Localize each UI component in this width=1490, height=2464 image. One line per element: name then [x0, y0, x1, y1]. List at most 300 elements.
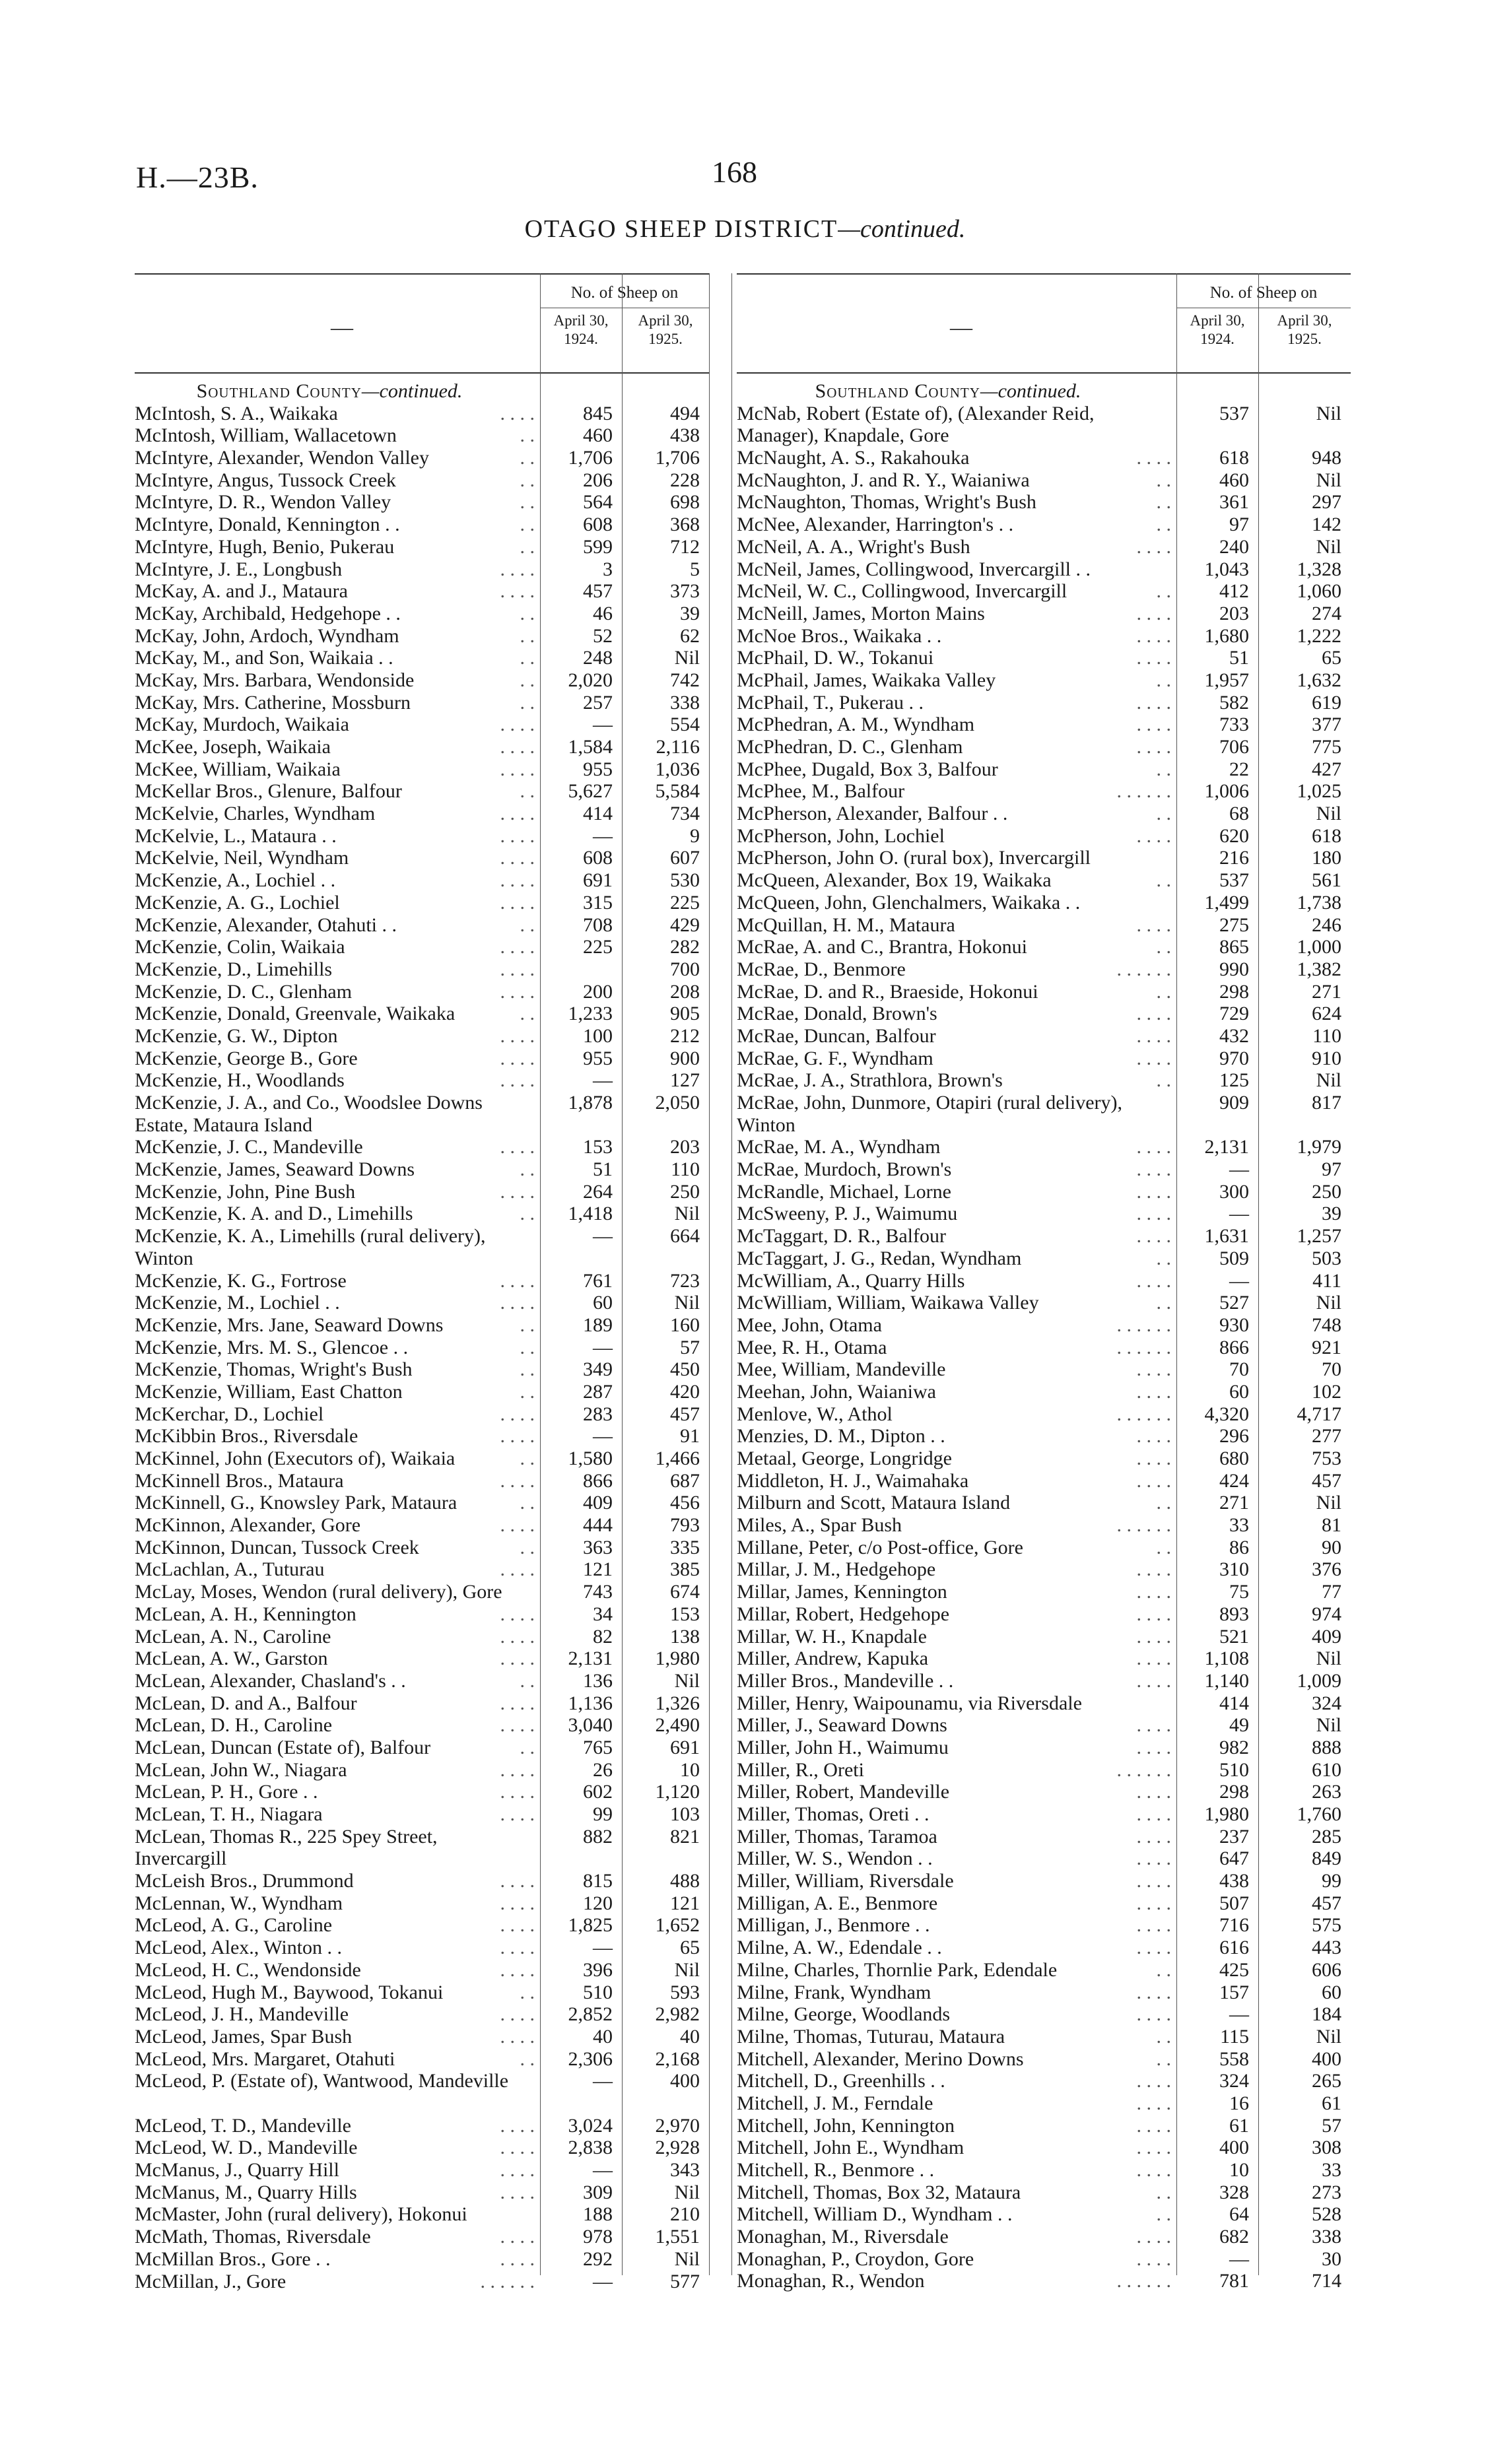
table-row: [135, 1225, 709, 1269]
table-row: [135, 1203, 709, 1225]
owner-name: McTaggart, D. R., Balfour: [737, 1225, 946, 1248]
sheep-1924: 310: [1219, 1558, 1249, 1581]
leader-dots: . .: [520, 514, 535, 536]
owner-name: McKenzie, D., Limehills: [135, 958, 333, 980]
sheep-1924: 706: [1219, 736, 1249, 758]
table-row: [135, 1626, 709, 1648]
sheep-1925: 110: [1312, 1024, 1341, 1047]
owner-name: McKay, Archibald, Hedgehope . .: [135, 602, 401, 624]
leader-dots: . . . .: [1136, 2070, 1171, 2092]
leader-dots: . . . .: [500, 1870, 535, 1892]
table-row: [737, 1448, 1351, 1470]
table-row: [135, 2271, 709, 2293]
leader-dots: . . . .: [500, 2248, 535, 2270]
sheep-1925: 821: [670, 1825, 700, 1848]
leader-dots: . . . .: [1136, 624, 1171, 647]
leader-dots: . . . . . .: [1116, 1514, 1171, 1537]
owner-name: McLean, A. N., Caroline: [135, 1625, 331, 1648]
sheep-1924: 136: [583, 1669, 613, 1692]
sheep-1924: 510: [583, 1981, 613, 2003]
sheep-1925: 385: [670, 1558, 700, 1581]
table-row: [135, 1981, 709, 2004]
sheep-1925: 610: [1312, 1758, 1341, 1781]
section-suffix: —continued.: [980, 380, 1081, 402]
sheep-1924: 409: [583, 1492, 613, 1514]
table-row: [135, 981, 709, 1003]
owner-name: McLeod, T. D., Mandeville: [135, 2114, 351, 2137]
owner-name: Milne, George, Woodlands: [737, 2003, 951, 2026]
sheep-1925: 228: [670, 469, 700, 491]
leader-dots: . .: [1156, 803, 1171, 825]
leader-dots: . . . .: [1136, 1892, 1171, 1914]
owner-name: McLeod, J. H., Mandeville: [135, 2003, 349, 2026]
owner-name: McMillan Bros., Gore . .: [135, 2248, 331, 2270]
table-row: [737, 1737, 1351, 1759]
sheep-1924: 521: [1219, 1625, 1249, 1648]
owner-name: McKenzie, Donald, Greenvale, Waikaka: [135, 1003, 456, 1025]
owner-name: McKinnon, Alexander, Gore: [135, 1514, 361, 1537]
sheep-1924: 955: [583, 1047, 613, 1069]
owner-name: Miller, Henry, Waipounamu, via Riversdale: [737, 1692, 1082, 1714]
sheep-1924: 680: [1219, 1448, 1249, 1470]
sheep-1925: 1,326: [655, 1692, 700, 1714]
table-row: [737, 1292, 1351, 1314]
leader-dots: . . . .: [500, 803, 535, 825]
sheep-1924: 729: [1219, 1003, 1249, 1025]
sheep-1925: 528: [1312, 2203, 1341, 2226]
table-row: [737, 869, 1351, 892]
column-rule: [709, 273, 710, 2275]
table-row: [737, 1270, 1351, 1292]
sheep-1924: 396: [583, 1958, 613, 1981]
table-row: [737, 580, 1351, 603]
leader-dots: . . . .: [500, 1180, 535, 1203]
leader-dots: . .: [520, 1158, 535, 1181]
owner-name: McQueen, John, Glenchalmers, Waikaka . .: [737, 891, 1081, 914]
sheep-1924: 982: [1219, 1736, 1249, 1758]
sheep-1924: 845: [583, 402, 613, 424]
sheep-1924: 414: [583, 803, 613, 825]
leader-dots: . . . .: [500, 1514, 535, 1537]
table-row: [737, 1514, 1351, 1537]
table-row: [737, 1225, 1351, 1248]
owner-name: McIntyre, J. E., Longbush: [135, 558, 343, 580]
sheep-1924: 97: [1229, 514, 1249, 536]
owner-name: McRae, D., Benmore: [737, 958, 906, 980]
table-row: [135, 1803, 709, 1826]
table-row: [737, 1959, 1351, 1981]
sheep-1924: 955: [583, 758, 613, 780]
table-row: [737, 803, 1351, 825]
leader-dots: . .: [520, 691, 535, 714]
leader-dots: . . . .: [1136, 691, 1171, 714]
leader-dots: . . . .: [1136, 914, 1171, 936]
sheep-1924: 1,006: [1204, 780, 1249, 803]
owner-name: McKinnon, Duncan, Tussock Creek: [135, 1536, 419, 1558]
sheep-1924: 1,108: [1204, 1648, 1249, 1670]
sheep-1925: Nil: [1316, 1714, 1341, 1737]
sheep-1925: 910: [1312, 1047, 1341, 1069]
table-row: [135, 2070, 709, 2114]
sheep-1924: 363: [583, 1536, 613, 1558]
table-row: [737, 1136, 1351, 1158]
sheep-1924: 1,980: [1204, 1803, 1249, 1826]
leader-dots: . .: [520, 624, 535, 647]
sheep-1925: 5: [690, 558, 700, 580]
sheep-1924: 2,306: [568, 2048, 613, 2070]
sheep-1925: 210: [670, 2203, 700, 2226]
sheep-1924: 1,706: [568, 447, 613, 469]
table-row: [737, 1492, 1351, 1514]
sheep-1924: 708: [583, 914, 613, 936]
sheep-1924: 68: [1229, 803, 1249, 825]
sheep-1924: 240: [1219, 535, 1249, 558]
leader-dots: . . . .: [1136, 736, 1171, 758]
table-row: [737, 558, 1351, 581]
leader-dots: . . . .: [500, 1914, 535, 1937]
table-row: [135, 1826, 709, 1870]
leader-dots: . . . .: [1136, 1781, 1171, 1803]
sheep-1925: 593: [670, 1981, 700, 2003]
leader-dots: . . . . . .: [1116, 1314, 1171, 1336]
sheep-1925: 376: [1312, 1558, 1341, 1581]
leader-dots: . .: [520, 424, 535, 447]
sheep-1924: 61: [1229, 2114, 1249, 2137]
sheep-1924: 682: [1219, 2226, 1249, 2248]
sheep-1925: Nil: [1316, 803, 1341, 825]
leader-dots: . .: [1156, 980, 1171, 1003]
leader-dots: . .: [520, 1380, 535, 1403]
sheep-1924: 866: [583, 1469, 613, 1492]
sheep-1924: 16: [1229, 2092, 1249, 2114]
owner-name: Millar, J. M., Hedgehope: [737, 1558, 936, 1581]
table-row: [737, 758, 1351, 781]
sheep-1925: Nil: [1316, 402, 1341, 424]
leader-dots: . .: [1156, 1069, 1171, 1092]
table-row: [135, 1514, 709, 1537]
owner-name: McRae, G. F., Wyndham: [737, 1047, 933, 1069]
owner-name: McKenzie, J. A., and Co., Woodslee Downs Estate, Mataura Island: [135, 1092, 483, 1136]
sheep-1924: 275: [1219, 914, 1249, 936]
owner-name: Menzies, D. M., Dipton . .: [737, 1425, 945, 1448]
year-1924-header: April 30, 1924.: [553, 312, 609, 347]
leader-dots: . .: [1156, 2048, 1171, 2070]
leader-dots: . .: [520, 2048, 535, 2070]
table-row: [737, 2115, 1351, 2137]
owner-name: McNaughton, J. and R. Y., Waianiwa: [737, 469, 1030, 491]
sheep-1924: —: [593, 1225, 613, 1248]
sheep-1924: 292: [583, 2248, 613, 2270]
owner-name: McPhail, James, Waikaka Valley: [737, 669, 996, 691]
sheep-1924: 64: [1229, 2203, 1249, 2226]
owner-name: McMaster, John (rural delivery), Hokonui: [135, 2203, 467, 2226]
sheep-1924: 509: [1219, 1247, 1249, 1269]
table-row: [135, 1670, 709, 1692]
sheep-1925: 246: [1312, 914, 1341, 936]
sheep-1925: 1,328: [1297, 558, 1341, 580]
sheep-1925: 160: [670, 1314, 700, 1336]
sheep-count-group-header: No. of Sheep on: [1176, 279, 1351, 308]
leader-dots: . . . .: [500, 558, 535, 580]
sheep-1924: 930: [1219, 1314, 1249, 1336]
owner-name: McLean, John W., Niagara: [135, 1758, 347, 1781]
sheep-1924: 1,418: [568, 1203, 613, 1225]
owner-name: McNaught, A. S., Rakahouka: [737, 447, 970, 469]
leader-dots: . . . .: [500, 1047, 535, 1069]
owner-name: McKenzie, John, Pine Bush: [135, 1180, 356, 1203]
sheep-1925: Nil: [1316, 469, 1341, 491]
owner-name: McNee, Alexander, Harrington's . .: [737, 514, 1014, 536]
leader-dots: . . . .: [500, 824, 535, 847]
leader-dots: . . . .: [500, 1692, 535, 1714]
sheep-1925: 308: [1312, 2137, 1341, 2159]
sheep-1924: 271: [1219, 1492, 1249, 1514]
table-row: [737, 669, 1351, 692]
table-row: [135, 2137, 709, 2159]
sheep-1925: 97: [1322, 1158, 1341, 1181]
sheep-1924: 46: [593, 602, 613, 624]
leader-dots: . . . .: [1136, 447, 1171, 469]
table-row: [737, 780, 1351, 803]
year-1925-header: April 30, 1925.: [638, 312, 693, 347]
sheep-1924: 507: [1219, 1892, 1249, 1914]
sheep-1925: Nil: [1316, 1648, 1341, 1670]
table-row: [737, 981, 1351, 1003]
leader-dots: . .: [520, 1336, 535, 1358]
sheep-1924: 248: [583, 647, 613, 669]
owner-name: McLeod, Alex., Winton . .: [135, 1937, 343, 1959]
sheep-1924: 99: [593, 1803, 613, 1826]
table-row: [135, 869, 709, 892]
sheep-1925: Nil: [1316, 1292, 1341, 1314]
owner-name: McKenzie, D. C., Glenham: [135, 980, 353, 1003]
sheep-1925: 554: [670, 714, 700, 736]
owner-name: McIntosh, S. A., Waikaka: [135, 402, 338, 424]
sheep-1924: 564: [583, 491, 613, 514]
table-row: [135, 669, 709, 692]
sheep-1924: 361: [1219, 491, 1249, 514]
sheep-1925: 1,632: [1297, 669, 1341, 691]
leader-dots: . . . .: [1136, 1825, 1171, 1848]
section-name: Southland County: [815, 380, 980, 402]
owner-name: McMath, Thomas, Riversdale: [135, 2226, 371, 2248]
leader-dots: . .: [520, 1981, 535, 2003]
sheep-1925: 2,490: [655, 1714, 700, 1737]
sheep-1925: 438: [670, 424, 700, 447]
leader-dots: . .: [1156, 1958, 1171, 1981]
sheep-1924: 978: [583, 2226, 613, 2248]
table-row: [737, 536, 1351, 558]
sheep-1925: 324: [1312, 1692, 1341, 1714]
sheep-1924: 51: [593, 1158, 613, 1181]
owner-name: Miller, John H., Waimumu: [737, 1736, 949, 1758]
sheep-1924: —: [593, 1937, 613, 1959]
leader-dots: . .: [1156, 2181, 1171, 2203]
table-row: [135, 1492, 709, 1514]
table-row: [737, 1425, 1351, 1448]
sheep-1925: 282: [670, 936, 700, 958]
leader-dots: . . . .: [1136, 535, 1171, 558]
owner-name: McKenzie, H., Woodlands: [135, 1069, 345, 1092]
leader-dots: . . . .: [1136, 2137, 1171, 2159]
sheep-1924: 60: [1229, 1380, 1249, 1403]
table-row: [135, 1358, 709, 1381]
table-row: [135, 491, 709, 514]
table-row: [135, 1270, 709, 1292]
table-row: [737, 1826, 1351, 1848]
leader-dots: . . . .: [1136, 1003, 1171, 1025]
sheep-1924: 537: [1219, 869, 1249, 892]
owner-name: Milburn and Scott, Mataura Island: [737, 1492, 1011, 1514]
table-row: [737, 1314, 1351, 1337]
leader-dots: . .: [520, 647, 535, 669]
sheep-1924: 3,040: [568, 1714, 613, 1737]
owner-name: McIntyre, Angus, Tussock Creek: [135, 469, 396, 491]
sheep-1924: 1,631: [1204, 1225, 1249, 1248]
sheep-1925: 607: [670, 847, 700, 869]
table-row: [737, 892, 1351, 914]
owner-name: Mitchell, Alexander, Merino Downs: [737, 2048, 1024, 2070]
table-row: [135, 803, 709, 825]
table-row: [135, 1048, 709, 1070]
owner-name: McRae, Donald, Brown's: [737, 1003, 937, 1025]
leader-dots: . . . .: [1136, 2226, 1171, 2248]
table-row: [737, 2048, 1351, 2071]
sheep-1925: 273: [1312, 2181, 1341, 2203]
table-row: [737, 625, 1351, 648]
sheep-1925: 1,222: [1297, 624, 1341, 647]
sheep-1925: 888: [1312, 1736, 1341, 1758]
leader-dots: . . . .: [1136, 2159, 1171, 2181]
table-row: [737, 914, 1351, 937]
sheep-1925: 62: [680, 624, 700, 647]
leader-dots: . . . .: [1136, 1203, 1171, 1225]
leader-dots: . . . .: [500, 1469, 535, 1492]
sheep-1924: 100: [583, 1024, 613, 1047]
owner-name: Miller, Thomas, Oreti . .: [737, 1803, 930, 1826]
owner-name: McRae, J. A., Strathlora, Brown's: [737, 1069, 1003, 1092]
sheep-1925: 4,717: [1297, 1403, 1341, 1425]
sheep-1925: 225: [670, 891, 700, 914]
sheep-1925: Nil: [1316, 1492, 1341, 1514]
sheep-1924: 608: [583, 847, 613, 869]
owner-name: McLean, P. H., Gore . .: [135, 1781, 318, 1803]
sheep-1925: 1,120: [655, 1781, 700, 1803]
sheep-1924: 970: [1219, 1047, 1249, 1069]
table-row: [135, 2181, 709, 2204]
leader-dots: . . . .: [1136, 1648, 1171, 1670]
table-row: [737, 1069, 1351, 1092]
sheep-1925: 400: [1312, 2048, 1341, 2070]
leader-dots: . . . .: [1136, 1180, 1171, 1203]
sheep-1925: 723: [670, 1269, 700, 1292]
sheep-1924: 558: [1219, 2048, 1249, 2070]
sheep-1925: 30: [1322, 2248, 1341, 2270]
owner-name: McLeod, James, Spar Bush: [135, 2025, 353, 2048]
sheep-1924: 1,680: [1204, 624, 1249, 647]
sheep-1925: 900: [670, 1047, 700, 1069]
sheep-1925: 748: [1312, 1314, 1341, 1336]
owner-name: McKee, William, Waikaia: [135, 758, 341, 780]
sheep-1925: 263: [1312, 1781, 1341, 1803]
leader-dots: . . . . . .: [1116, 958, 1171, 980]
owner-name: McPhedran, D. C., Glenham: [737, 736, 963, 758]
table-row: [135, 447, 709, 469]
sheep-1925: 338: [670, 691, 700, 714]
owner-name: McLennan, W., Wyndham: [135, 1892, 343, 1914]
sheep-1924: 315: [583, 891, 613, 914]
owner-name: McRae, A. and C., Brantra, Hokonui: [737, 936, 1027, 958]
owner-name: McQueen, Alexander, Box 19, Waikaka: [737, 869, 1052, 892]
table-row: [737, 714, 1351, 736]
table-row: [737, 1048, 1351, 1070]
leader-dots: . .: [1156, 1247, 1171, 1269]
sheep-1925: 2,982: [655, 2003, 700, 2026]
table-row: [135, 1025, 709, 1048]
sheep-1925: Nil: [674, 2181, 700, 2203]
owner-name: McKelvie, Neil, Wyndham: [135, 847, 349, 869]
section-heading: [737, 380, 1159, 403]
table-row: [135, 892, 709, 914]
sheep-1924: 86: [1229, 1536, 1249, 1558]
leader-dots: . . . .: [500, 891, 535, 914]
sheep-1925: 1,738: [1297, 891, 1341, 914]
year-1925-header: April 30, 1925.: [1277, 312, 1332, 347]
leader-dots: . . . . . .: [480, 2270, 535, 2292]
table-row: [737, 1558, 1351, 1581]
leader-dots: . . . .: [500, 1558, 535, 1581]
leader-dots: . . . .: [500, 1403, 535, 1425]
sheep-1925: 377: [1312, 714, 1341, 736]
owner-name: McPhail, T., Pukerau . .: [737, 691, 924, 714]
sheep-1925: 65: [1322, 647, 1341, 669]
sheep-1925: 618: [1312, 824, 1341, 847]
owner-name: McKay, Mrs. Catherine, Mossburn: [135, 691, 411, 714]
owner-name: McKenzie, Alexander, Otahuti . .: [135, 914, 397, 936]
owner-name: McTaggart, J. G., Redan, Wyndham: [737, 1247, 1022, 1269]
leader-dots: . . . .: [1136, 1603, 1171, 1625]
table-row: [737, 1470, 1351, 1492]
table-row: [135, 2226, 709, 2248]
leader-dots: . .: [520, 1736, 535, 1758]
owner-name: McLean, D. and A., Balfour: [135, 1692, 357, 1714]
table-row: [737, 2248, 1351, 2271]
sheep-1924: 26: [593, 1758, 613, 1781]
sheep-1924: —: [593, 1336, 613, 1358]
owner-name: McKerchar, D., Lochiel: [135, 1403, 324, 1425]
sheep-1925: Nil: [674, 1292, 700, 1314]
sheep-1924: 616: [1219, 1937, 1249, 1959]
leader-dots: . . . .: [1136, 1848, 1171, 1870]
sheep-1925: 488: [670, 1870, 700, 1892]
table-row: [737, 1203, 1351, 1225]
sheep-1924: —: [1229, 1203, 1249, 1225]
sheep-1925: Nil: [674, 2248, 700, 2270]
table-row: [737, 825, 1351, 848]
owner-name: Milne, Charles, Thornlie Park, Edendale: [737, 1958, 1058, 1981]
leader-dots: . . . .: [500, 402, 535, 424]
owner-name: Mee, John, Otama: [737, 1314, 882, 1336]
sheep-1925: 39: [680, 602, 700, 624]
owner-name: McKenzie, M., Lochiel . .: [135, 1292, 340, 1314]
leader-dots: . .: [520, 914, 535, 936]
table-row: [135, 1069, 709, 1092]
leader-dots: . . . .: [500, 980, 535, 1003]
leader-dots: . . . .: [1136, 1669, 1171, 1692]
owner-name: McLeod, A. G., Caroline: [135, 1914, 333, 1937]
sheep-1924: 460: [583, 424, 613, 447]
leader-dots: . . . . . .: [1116, 1758, 1171, 1781]
